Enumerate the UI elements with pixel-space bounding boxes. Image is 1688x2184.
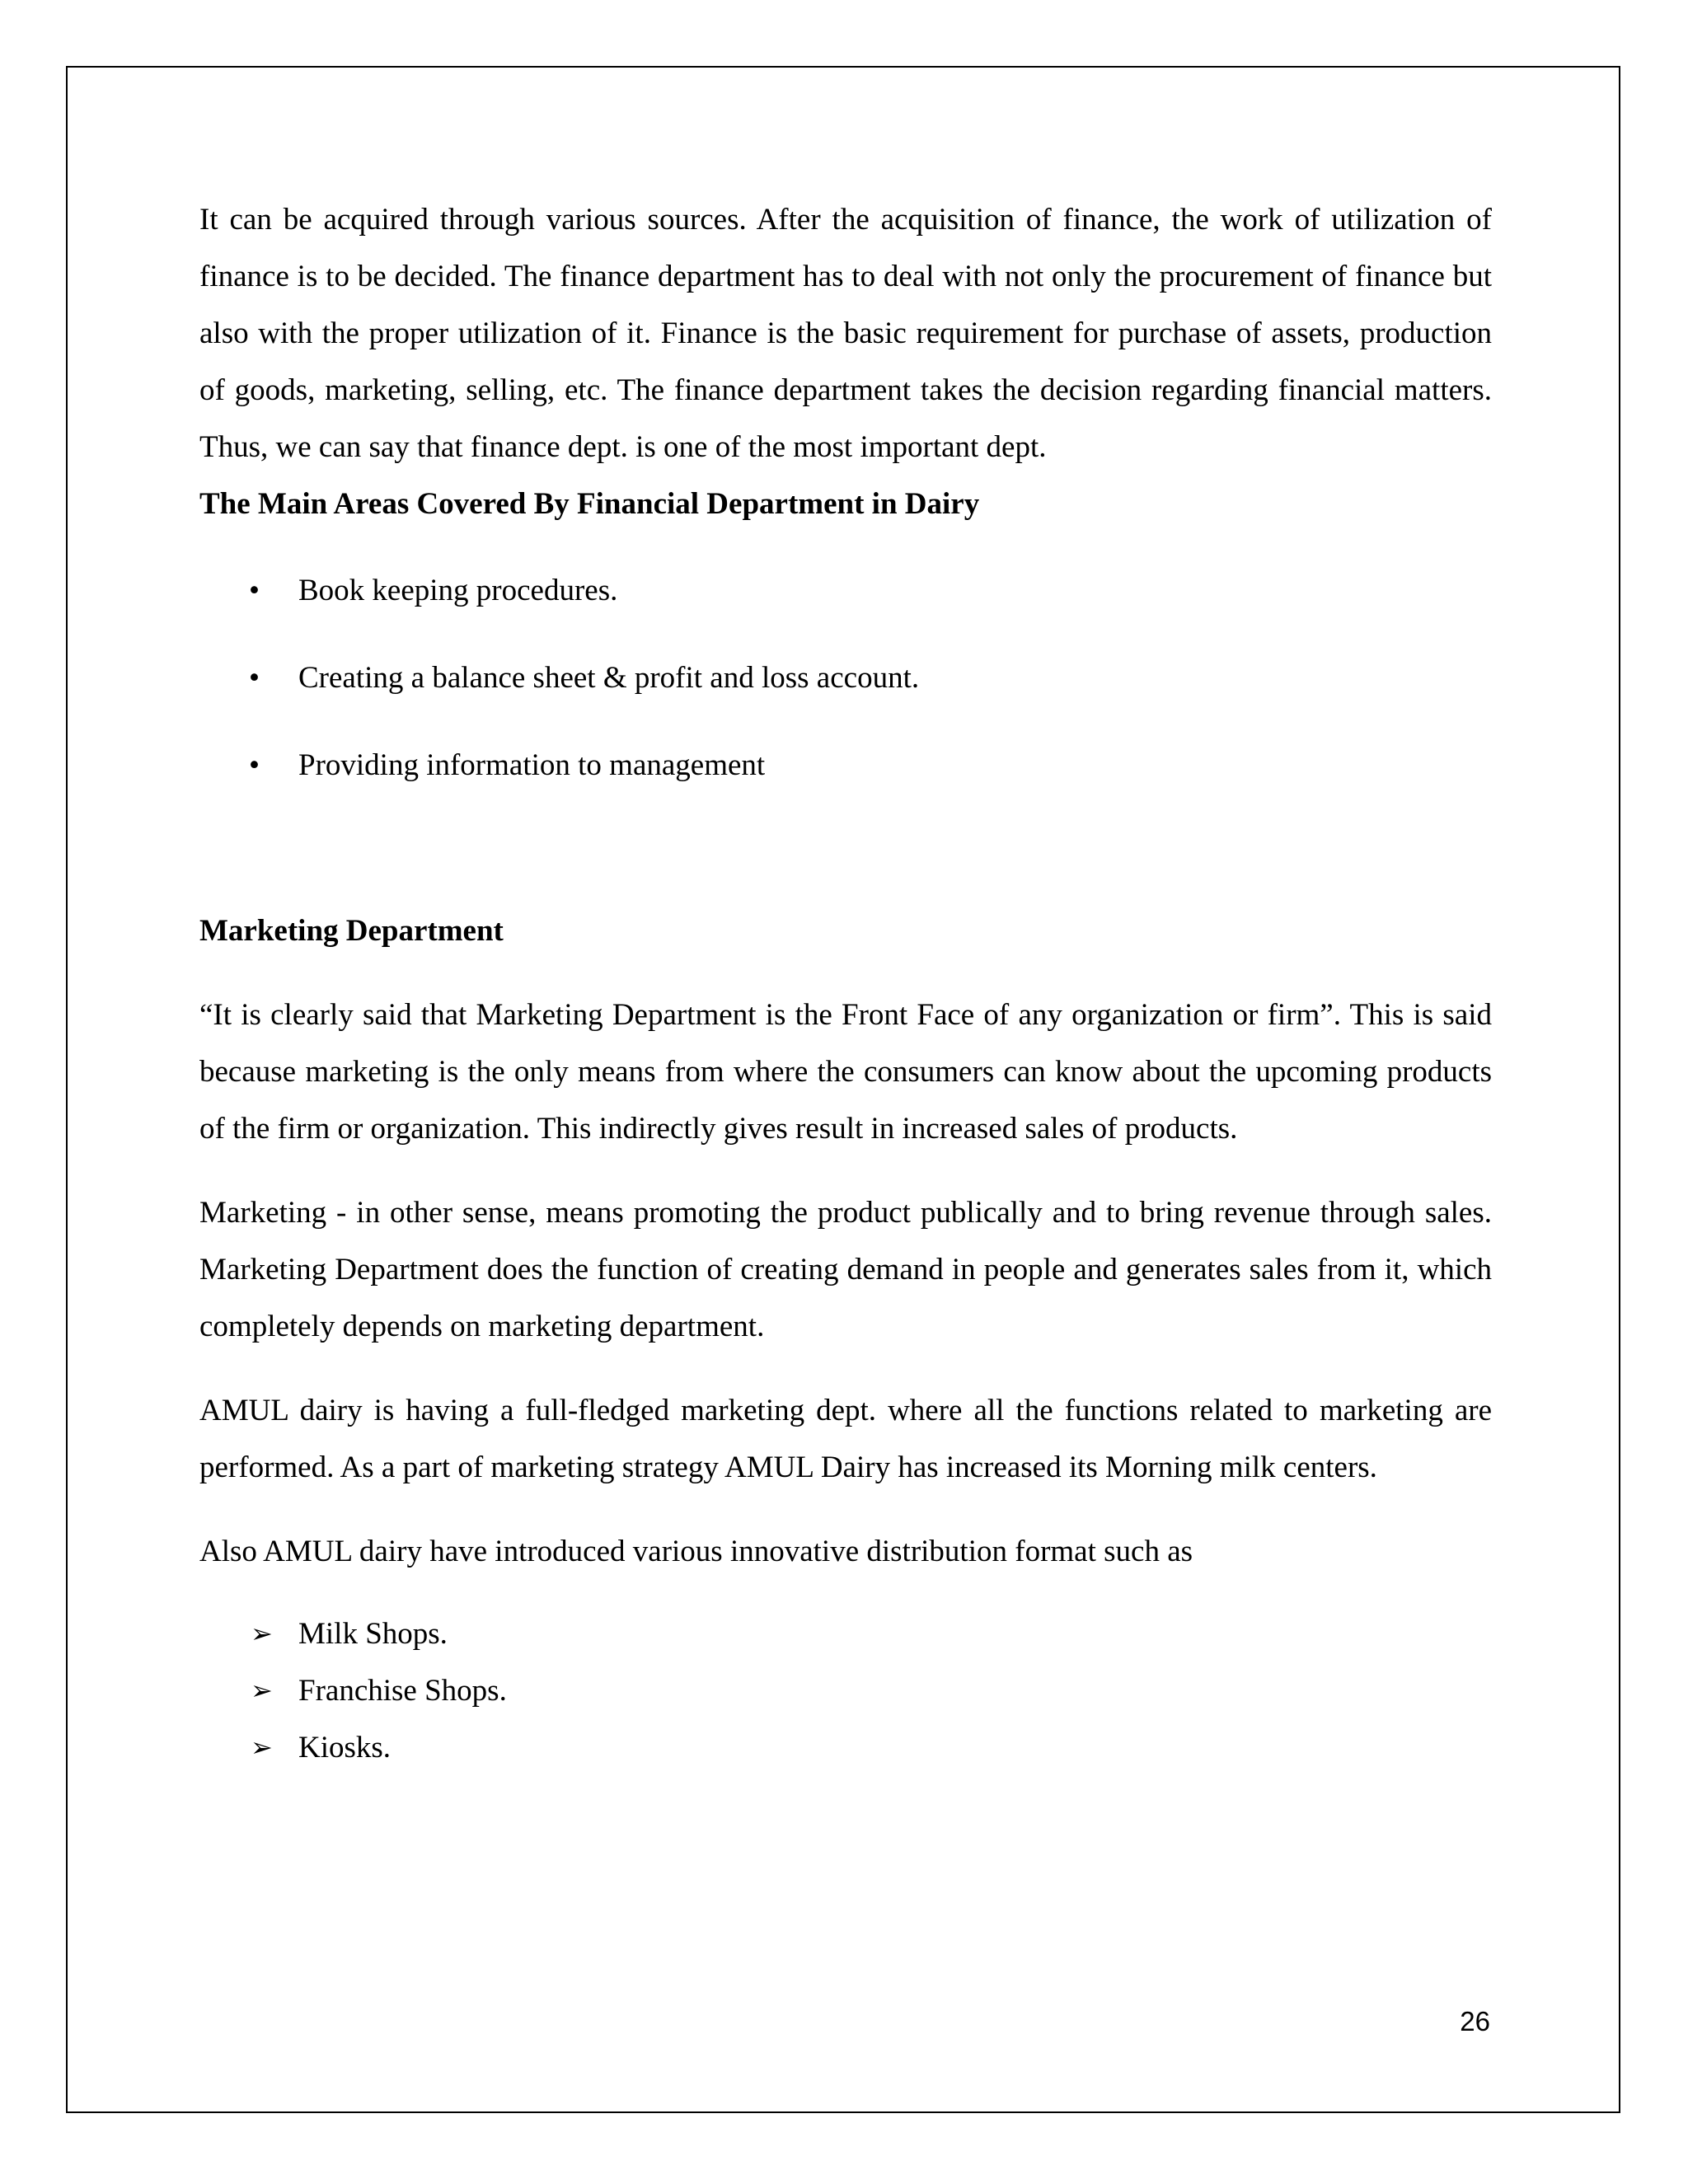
list-item bbox=[199, 649, 1492, 706]
bullet-icon: • bbox=[249, 748, 260, 782]
marketing-heading: Marketing Department bbox=[199, 914, 504, 948]
distribution-formats-list bbox=[199, 1605, 1492, 1776]
arrow-bullet-icon: ➢ bbox=[251, 1618, 273, 1649]
list-item-text: Creating a balance sheet & profit and loss account. bbox=[298, 661, 920, 695]
list-item bbox=[199, 737, 1492, 794]
list-item-text: Kiosks. bbox=[298, 1731, 392, 1765]
list-item-text: Franchise Shops. bbox=[298, 1674, 507, 1708]
finance-areas-heading: The Main Areas Covered By Financial Department in Dairy bbox=[199, 487, 980, 521]
marketing-paragraph: Also AMUL dairy have introduced various innovative distribution format such as bbox=[199, 1535, 1193, 1568]
marketing-paragraph: AMUL dairy is having a full-fledged marketing dept. where all the functions related to marketing are performed. As a part of marketing strategy AMUL Dairy has increased its Morning milk centers. bbox=[199, 1394, 1492, 1484]
arrow-bullet-icon: ➢ bbox=[251, 1675, 273, 1706]
page-number: 26 bbox=[1460, 2006, 1490, 2036]
list-item-text: Milk Shops. bbox=[298, 1617, 448, 1651]
finance-intro-paragraph: It can be acquired through various sources. After the acquisition of finance, the work of utilization of finance is to be decided. The finance department has to deal with not only the procurement of finance but also with the proper utilization of it. Finance is the basic requirement for purchase of assets, production of goods, marketing, selling, etc. The finance department takes the decision regarding financial matters. Thus, we can say that finance dept. is one of the most important dept. bbox=[199, 203, 1492, 464]
list-item bbox=[199, 1662, 1492, 1719]
finance-areas-list bbox=[199, 562, 1492, 794]
page-content bbox=[199, 191, 1492, 1776]
arrow-bullet-icon: ➢ bbox=[251, 1732, 273, 1763]
marketing-paragraph: Marketing - in other sense, means promoting the product publically and to bring revenue through sales. Marketing Department does the function of creating demand in people and generates sales from it, which completely depends on marketing department. bbox=[199, 1196, 1492, 1343]
list-item-text: Book keeping procedures. bbox=[298, 574, 618, 607]
list-item-text: Providing information to management bbox=[298, 748, 766, 782]
list-item bbox=[199, 1719, 1492, 1776]
list-item bbox=[199, 562, 1492, 619]
list-item bbox=[199, 1605, 1492, 1662]
marketing-paragraph: “It is clearly said that Marketing Department is the Front Face of any organization or firm”. This is said because marketing is the only means from where the consumers can know about the upcoming products of the firm or organization. This indirectly gives result in increased sales of products. bbox=[199, 998, 1492, 1146]
bullet-icon: • bbox=[249, 661, 260, 695]
bullet-icon: • bbox=[249, 574, 260, 607]
